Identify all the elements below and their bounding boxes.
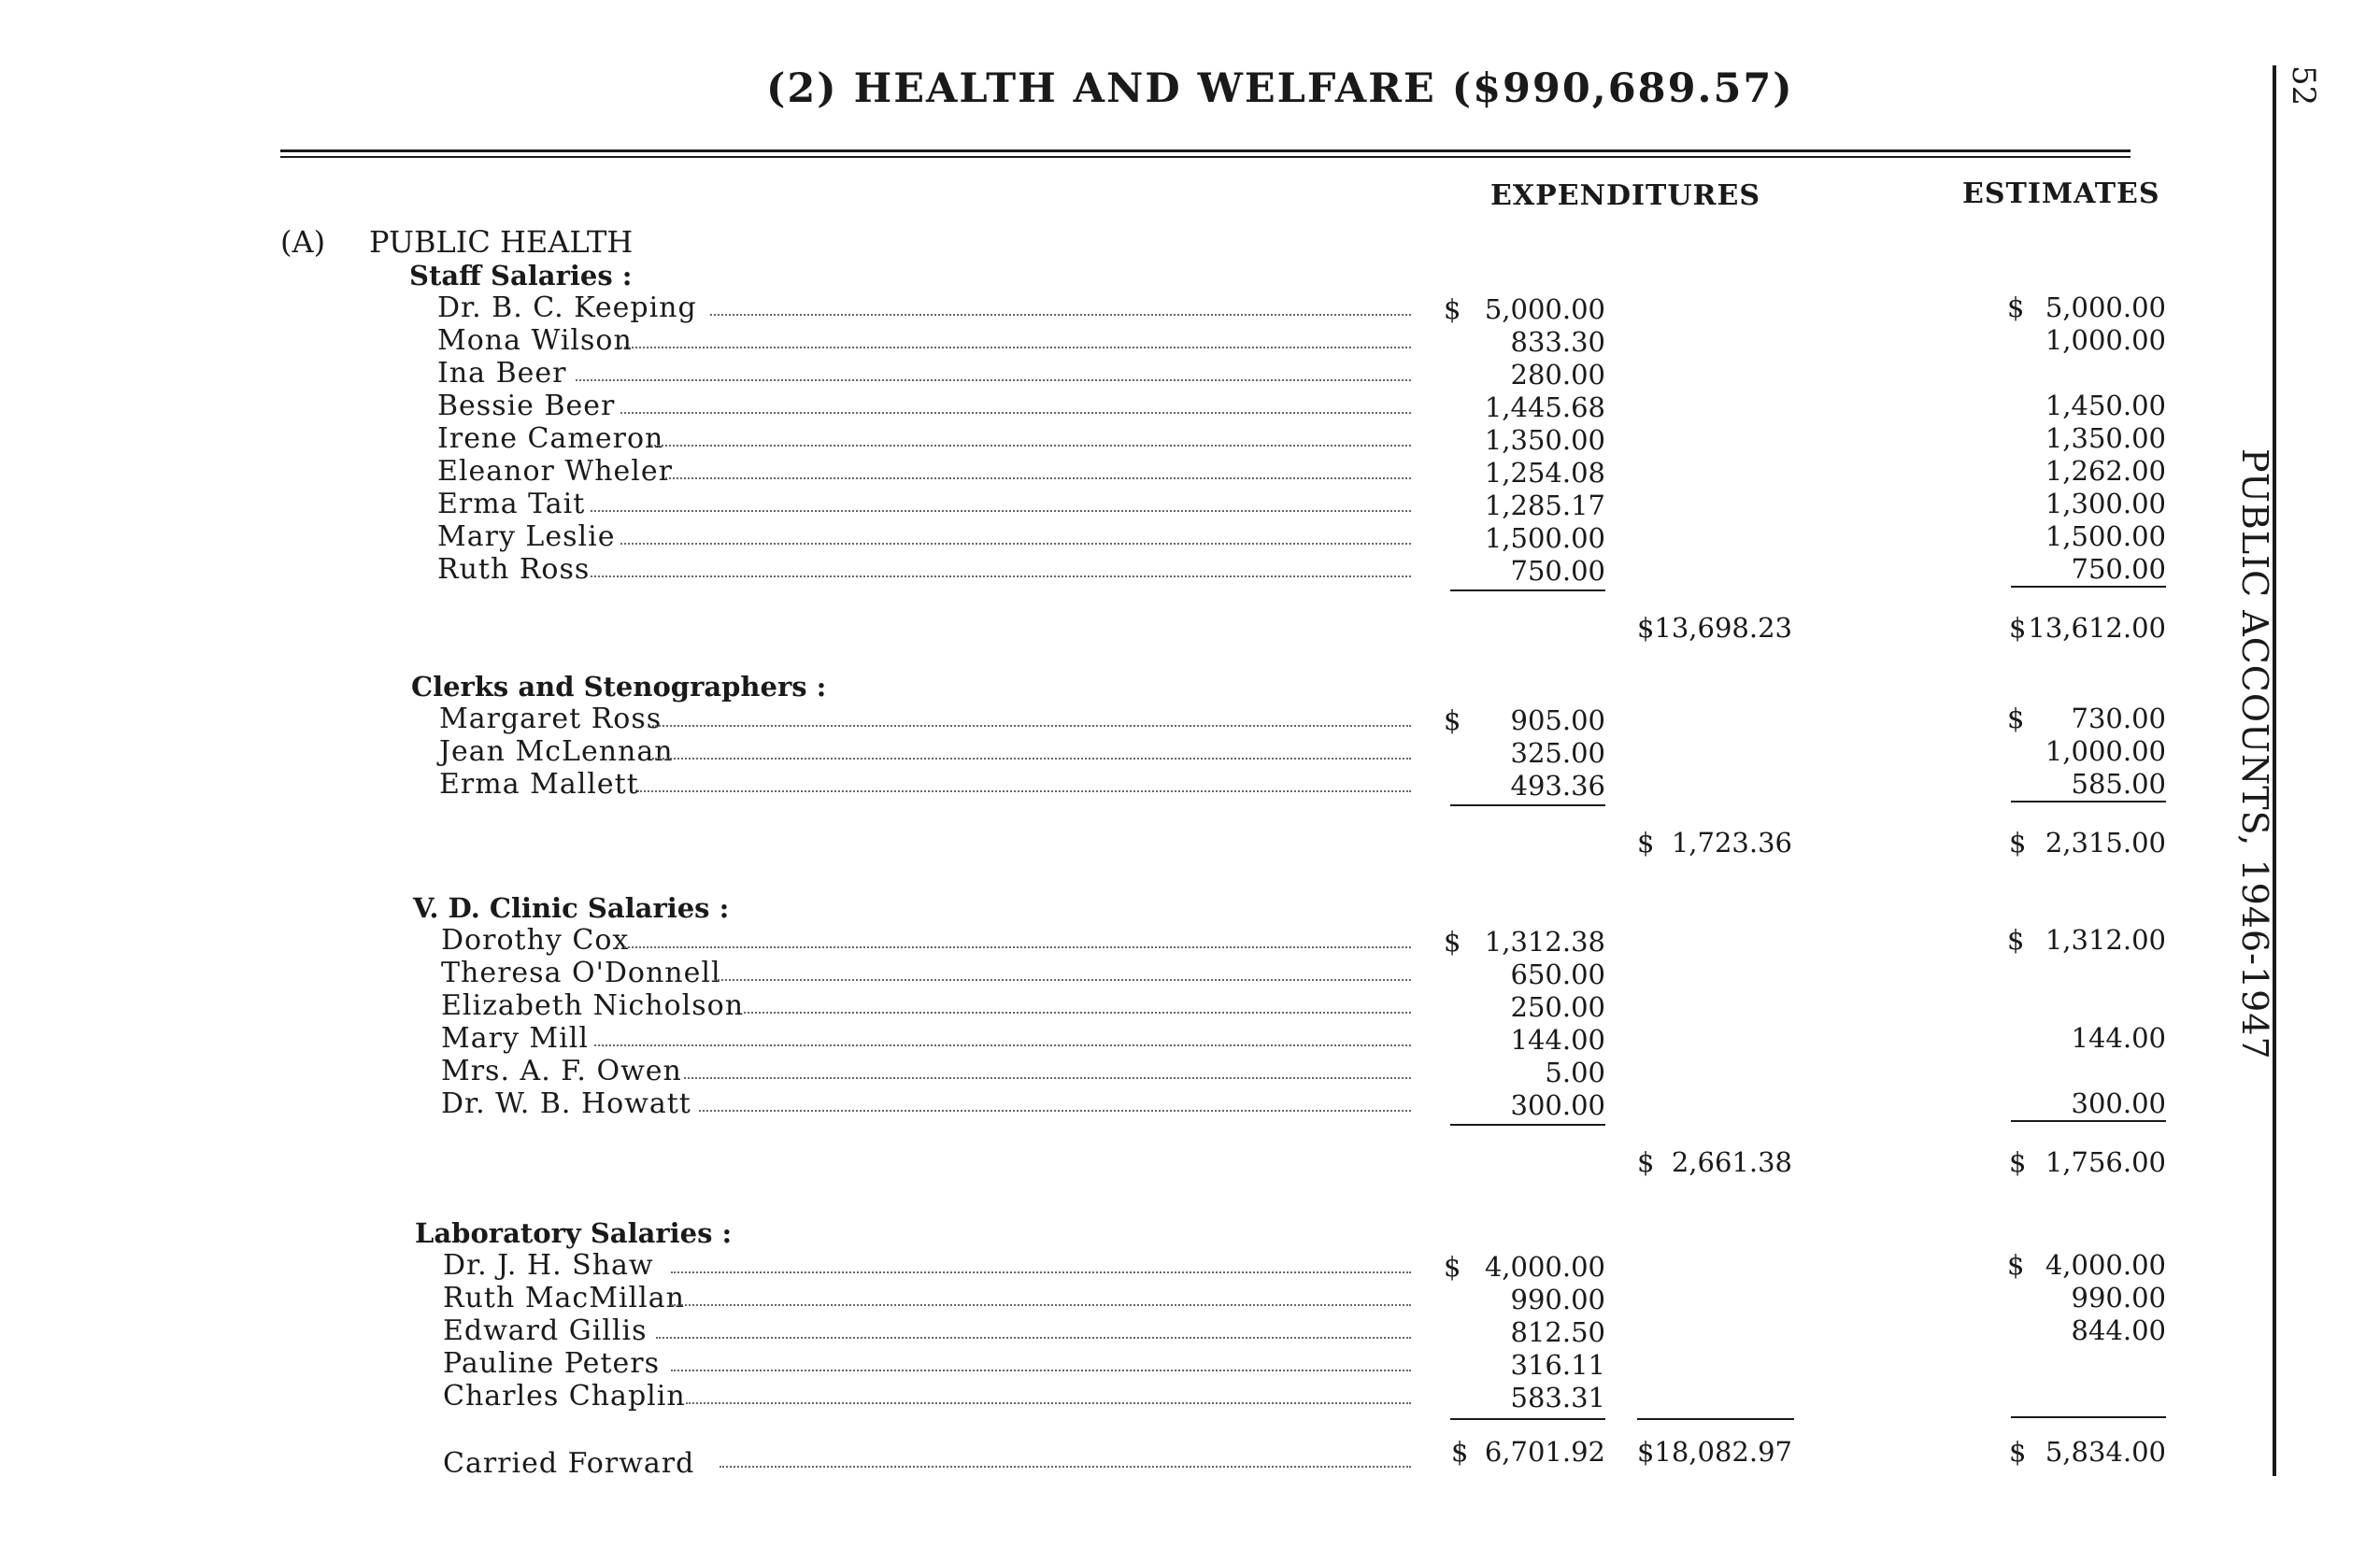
dotted-leader — [637, 790, 1411, 792]
expenditure-value: 1,445.68 — [1484, 391, 1605, 423]
currency-symbol: $ — [2009, 827, 2027, 859]
expenditure-value: 144.00 — [1510, 1024, 1605, 1056]
expenditure-value: 750.00 — [1510, 555, 1605, 587]
table-row — [0, 1022, 2380, 1055]
table-row — [0, 703, 2380, 735]
header-rule-top — [280, 149, 2131, 152]
group-heading: Clerks and Stenographers : — [411, 671, 827, 703]
expenditure-value: 1,285.17 — [1484, 490, 1605, 521]
dotted-leader — [620, 347, 1411, 348]
row-name: Ina Beer — [437, 357, 567, 390]
subtotal-expenditure: 2,661.38 — [1671, 1146, 1792, 1178]
estimate-value: 1,000.00 — [2045, 324, 2166, 356]
currency-symbol: $ — [1637, 1146, 1655, 1178]
subtotal-rule — [2011, 1120, 2166, 1122]
carried-forward-total: 18,082.97 — [1654, 1436, 1792, 1468]
currency-symbol: $ — [1444, 926, 1461, 958]
dotted-leader — [699, 1110, 1411, 1112]
expenditure-value: 990.00 — [1510, 1284, 1605, 1315]
row-name: Mona Wilson — [437, 324, 633, 357]
currency-symbol: $ — [2007, 291, 2025, 323]
row-name: Bessie Beer — [437, 390, 616, 422]
expenditures-heading: EXPENDITURES — [1490, 179, 1760, 212]
estimate-value: 1,300.00 — [2045, 488, 2166, 519]
section-title: PUBLIC HEALTH — [369, 224, 634, 260]
page-title: (2) HEALTH AND WELFARE ($990,689.57) — [766, 65, 1794, 112]
dotted-leader — [720, 1466, 1411, 1468]
dotted-leader — [624, 946, 1411, 948]
estimate-value: 1,262.00 — [2045, 455, 2166, 487]
table-row — [0, 735, 2380, 768]
estimate-value: 750.00 — [2071, 553, 2166, 585]
row-name: Mary Mill — [441, 1022, 589, 1055]
dotted-leader — [576, 379, 1411, 381]
dotted-leader — [665, 477, 1411, 479]
estimate-value: 585.00 — [2071, 768, 2166, 800]
dotted-leader — [652, 758, 1411, 760]
table-row — [0, 488, 2380, 520]
estimates-heading: ESTIMATES — [1962, 178, 2160, 210]
currency-symbol: $ — [2009, 1146, 2027, 1178]
table-row — [0, 989, 2380, 1022]
row-name: Dr. J. H. Shaw — [443, 1249, 654, 1282]
estimate-value: 730.00 — [2071, 703, 2166, 734]
dotted-leader — [684, 1077, 1411, 1079]
table-row — [0, 1249, 2380, 1282]
currency-symbol: $ — [1444, 293, 1461, 325]
header-rule-bottom — [280, 156, 2131, 158]
subtotal-rule — [2011, 801, 2166, 802]
group-heading: Laboratory Salaries : — [415, 1217, 733, 1249]
subtotal-rule — [1450, 1124, 1605, 1126]
table-row — [0, 357, 2380, 390]
currency-symbol: $ — [2007, 1249, 2025, 1281]
expenditure-value: 280.00 — [1510, 359, 1605, 391]
currency-symbol: $ — [1451, 1436, 1469, 1468]
row-name: Pauline Peters — [443, 1347, 660, 1380]
currency-symbol: $ — [1637, 827, 1655, 859]
dotted-leader — [650, 445, 1411, 447]
expenditure-value: 4,000.00 — [1484, 1251, 1605, 1283]
subtotal-row — [0, 1146, 2380, 1184]
group-heading: Staff Salaries : — [409, 260, 633, 291]
table-row — [0, 520, 2380, 553]
dotted-leader — [671, 1271, 1411, 1273]
dotted-leader — [656, 1337, 1411, 1339]
subtotal-estimate: 2,315.00 — [2045, 827, 2166, 859]
page-number: 52 — [2285, 65, 2322, 107]
subtotal-row — [0, 827, 2380, 864]
expenditure-value: 1,312.38 — [1484, 926, 1605, 958]
estimate-value: 300.00 — [2071, 1087, 2166, 1119]
table-row — [0, 1347, 2380, 1380]
dotted-leader — [671, 1304, 1411, 1306]
carried-forward-estimate: 5,834.00 — [2045, 1436, 2166, 1468]
subtotal-rule — [1450, 589, 1605, 591]
dotted-leader — [671, 1370, 1411, 1371]
group-heading: V. D. Clinic Salaries : — [413, 892, 730, 924]
row-name: Mary Leslie — [437, 520, 616, 553]
row-name: Dorothy Cox — [441, 924, 630, 957]
row-name: Dr. B. C. Keeping — [437, 291, 697, 324]
expenditure-value: 316.11 — [1510, 1349, 1605, 1381]
carried-forward-expenditure: 6,701.92 — [1484, 1436, 1605, 1468]
expenditure-value: 250.00 — [1510, 991, 1605, 1023]
table-row — [0, 1314, 2380, 1347]
expenditure-value: 650.00 — [1510, 959, 1605, 990]
currency-symbol: $ — [2009, 1436, 2027, 1468]
row-name: Jean McLennan — [439, 735, 674, 768]
expenditure-value: 300.00 — [1510, 1089, 1605, 1121]
table-row — [0, 957, 2380, 989]
table-row — [0, 1380, 2380, 1413]
dotted-leader — [714, 979, 1411, 981]
table-row — [0, 924, 2380, 957]
estimate-value: 1,312.00 — [2045, 924, 2166, 956]
estimate-value: 144.00 — [2071, 1022, 2166, 1054]
dotted-leader — [591, 510, 1411, 512]
row-name: Edward Gillis — [443, 1314, 648, 1347]
estimate-value: 4,000.00 — [2045, 1249, 2166, 1281]
expenditure-value: 5.00 — [1545, 1057, 1605, 1088]
section-label: (A) — [280, 224, 326, 260]
currency-symbol: $ — [1444, 704, 1461, 736]
carried-forward-row — [0, 1436, 2380, 1480]
dotted-leader — [620, 412, 1411, 414]
currency-symbol: $ — [1637, 1436, 1655, 1468]
currency-symbol: $ — [2007, 703, 2025, 734]
expenditure-value: 1,350.00 — [1484, 424, 1605, 456]
currency-symbol: $ — [1444, 1251, 1461, 1283]
dotted-leader — [744, 1012, 1411, 1014]
subtotal-expenditure: 1,723.36 — [1671, 827, 1792, 859]
row-name: Erma Tait — [437, 488, 586, 520]
row-name: Eleanor Wheler — [437, 455, 673, 488]
row-name: Ruth Ross — [437, 553, 591, 586]
expenditure-value: 905.00 — [1510, 704, 1605, 736]
subtotal-rule — [1450, 804, 1605, 806]
row-name: Charles Chaplin — [443, 1380, 686, 1413]
expenditure-value: 812.50 — [1510, 1316, 1605, 1348]
expenditure-value: 5,000.00 — [1484, 293, 1605, 325]
table-row — [0, 1087, 2380, 1120]
expenditure-value: 1,254.08 — [1484, 457, 1605, 489]
row-name: Elizabeth Nicholson — [441, 989, 745, 1022]
dotted-leader — [710, 314, 1411, 316]
subtotal-estimate: 1,756.00 — [2045, 1146, 2166, 1178]
estimate-value: 1,500.00 — [2045, 520, 2166, 552]
subtotal-row — [0, 612, 2380, 649]
expenditure-value: 325.00 — [1510, 737, 1605, 769]
estimate-value: 1,450.00 — [2045, 390, 2166, 421]
table-row — [0, 324, 2380, 357]
row-name: Dr. W. B. Howatt — [441, 1087, 691, 1120]
expenditure-value: 1,500.00 — [1484, 522, 1605, 554]
table-row — [0, 291, 2380, 324]
row-name: Irene Cameron — [437, 422, 664, 455]
final-rule — [1637, 1418, 1794, 1420]
subtotal-expenditure: 13,698.23 — [1654, 612, 1792, 644]
estimate-value: 990.00 — [2071, 1282, 2166, 1314]
carried-forward-label: Carried Forward — [443, 1447, 695, 1480]
expenditure-value: 833.30 — [1510, 326, 1605, 358]
currency-symbol: $ — [2007, 924, 2025, 956]
dotted-leader — [652, 725, 1411, 727]
subtotal-rule — [2011, 586, 2166, 588]
row-name: Theresa O'Donnell — [441, 957, 721, 989]
expenditure-value: 583.31 — [1510, 1382, 1605, 1413]
subtotal-estimate: 13,612.00 — [2028, 612, 2166, 644]
final-rule — [1450, 1418, 1605, 1420]
table-row — [0, 455, 2380, 488]
sidebar-title: PUBLIC ACCOUNTS, 1946-1947 — [2234, 448, 2275, 1060]
row-name: Erma Mallett — [439, 768, 639, 801]
estimate-value: 844.00 — [2071, 1314, 2166, 1346]
dotted-leader — [594, 1044, 1411, 1046]
row-name: Margaret Ross — [439, 703, 663, 735]
dotted-leader — [686, 1402, 1411, 1404]
expenditure-value: 493.36 — [1510, 770, 1605, 802]
table-row — [0, 553, 2380, 586]
currency-symbol: $ — [2009, 612, 2027, 644]
dotted-leader — [591, 575, 1411, 577]
row-name: Ruth MacMillan — [443, 1282, 685, 1314]
estimate-value: 1,000.00 — [2045, 735, 2166, 767]
table-row — [0, 1282, 2380, 1314]
table-row — [0, 422, 2380, 455]
final-rule — [2011, 1416, 2166, 1418]
dotted-leader — [620, 543, 1411, 545]
estimate-value: 1,350.00 — [2045, 422, 2166, 454]
estimate-value: 5,000.00 — [2045, 291, 2166, 323]
currency-symbol: $ — [1637, 612, 1655, 644]
row-name: Mrs. A. F. Owen — [441, 1055, 682, 1087]
table-row — [0, 768, 2380, 801]
table-row — [0, 390, 2380, 422]
table-row — [0, 1055, 2380, 1087]
